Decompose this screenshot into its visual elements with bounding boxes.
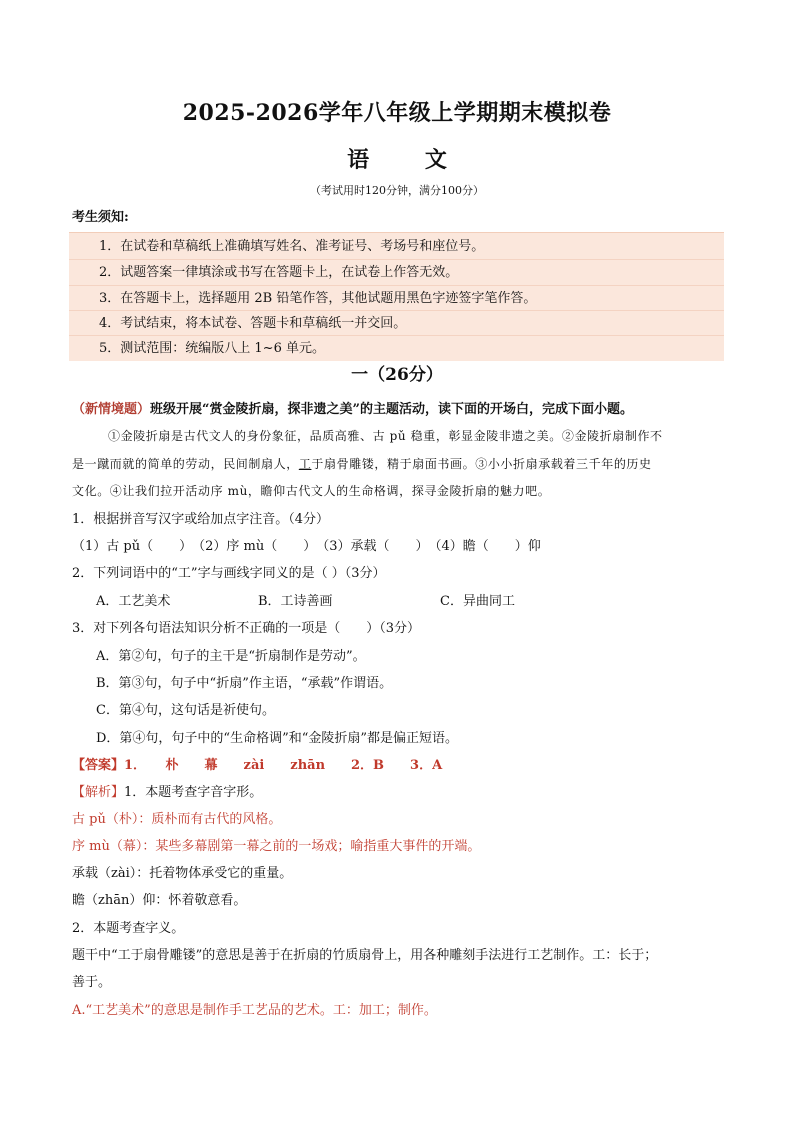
option: B．第③句，句子中“折扇”作主语，“承载”作谓语。 xyxy=(96,676,393,691)
analysis-label: 【解析】 xyxy=(72,785,125,800)
analysis-line: 题干中“工于扇骨雕镂”的意思是善于在折扇的竹质扇骨上，用各种雕刻手法进行工艺制作。工：长于； xyxy=(72,948,658,963)
divider xyxy=(69,335,724,336)
divider xyxy=(69,310,724,311)
scenario-text: 班级开展“赏金陵折扇，探非遗之美”的主题活动，读下面的开场白，完成下面小题。 xyxy=(150,402,633,417)
option: C．异曲同工 xyxy=(440,594,515,609)
passage-line xyxy=(72,455,652,472)
analysis-line: 序 mù（幕）：某些多幕剧第一幕之前的一场戏；喻指重大事件的开端。 xyxy=(72,839,481,854)
notice-item: 2．试题答案一律填涂或书写在答题卡上，在试卷上作答无效。 xyxy=(99,265,459,280)
analysis-line: 善于。 xyxy=(72,975,112,990)
scenario-line xyxy=(72,398,633,417)
analysis-line: 2．本题考查字义。 xyxy=(72,921,185,936)
option: A．第②句，句子的主干是“折扇制作是劳动”。 xyxy=(96,649,366,664)
analysis-intro: 1．本题考查字音字形。 xyxy=(124,785,263,800)
option: B．工诗善画 xyxy=(258,594,333,609)
passage-line: ①金陵折扇是古代文人的身份象征，品质高雅、古 pǔ 稳重，彰显金陵非遗之美。②金陵折扇制作不 xyxy=(108,429,663,443)
option: D．第④句，句子中的“生命格调”和“金陵折扇”都是偏正短语。 xyxy=(96,731,459,746)
notice-box xyxy=(69,232,724,361)
underlined-char: 工 xyxy=(298,457,312,471)
analysis-line: 瞻（zhān）仰：怀着敬意看。 xyxy=(72,893,247,908)
notice-item: 5．测试范围：统编版八上 1~6 单元。 xyxy=(99,341,325,356)
question-stem: 3．对下列各句语法知识分析不正确的一项是（ ）（3分） xyxy=(72,621,421,636)
answer-line xyxy=(72,754,442,773)
answer-label: 【答案】 xyxy=(72,758,125,773)
question-stem: 1．根据拼音写汉字或给加点字注音。（4分） xyxy=(72,512,330,527)
analysis-line: A.“工艺美术”的意思是制作手工艺品的艺术。工：加工；制作。 xyxy=(72,1003,437,1018)
passage-text: 是一蹴而就的简单的劳动，民间制扇人， xyxy=(72,457,299,471)
analysis-line: 古 pǔ（朴）：质朴而有古代的风格。 xyxy=(72,812,282,827)
option: C．第④句，这句话是祈使句。 xyxy=(96,703,275,718)
question-stem: 2．下列词语中的“工”字与画线字同义的是（ ）（3分） xyxy=(72,566,386,581)
notice-item: 4．考试结束，将本试卷、答题卡和草稿纸一并交回。 xyxy=(99,316,407,331)
notice-item: 1．在试卷和草稿纸上准确填写姓名、准考证号、考场号和座位号。 xyxy=(99,239,485,254)
exam-timing: （考试用时120分钟，满分100分） xyxy=(310,184,484,197)
scenario-tag: （新情境题） xyxy=(72,402,151,417)
answer-text: 1． 朴 幕 zài zhān 2．B 3．A xyxy=(124,758,443,773)
page-title: 2025-2026学年八年级上学期期末模拟卷 xyxy=(182,100,612,126)
divider xyxy=(69,285,724,286)
subject-title: 语 文 xyxy=(347,147,471,173)
analysis-line: 承载（zài）：托着物体承受它的重量。 xyxy=(72,866,293,881)
passage-line: 文化。④让我们拉开活动序 mù，瞻仰古代文人的生命格调，探寻金陵折扇的魅力吧。 xyxy=(72,484,551,498)
notice-item: 3．在答题卡上，选择题用 2B 铅笔作答，其他试题用黑色字迹签字笔作答。 xyxy=(99,291,537,306)
notice-label: 考生须知: xyxy=(72,210,129,225)
question-blanks: （1）古 pǔ（ ） （2）序 mù（ ） （3）承载（ ） （4）瞻（ ）仰 xyxy=(72,539,541,554)
passage-text: 于扇骨雕镂，精于扇面书画。③小小折扇承载着三千年的历史 xyxy=(311,457,652,471)
section-heading: 一（26分） xyxy=(351,365,443,385)
option: A．工艺美术 xyxy=(96,594,171,609)
analysis-line xyxy=(72,781,262,800)
divider xyxy=(69,259,724,260)
